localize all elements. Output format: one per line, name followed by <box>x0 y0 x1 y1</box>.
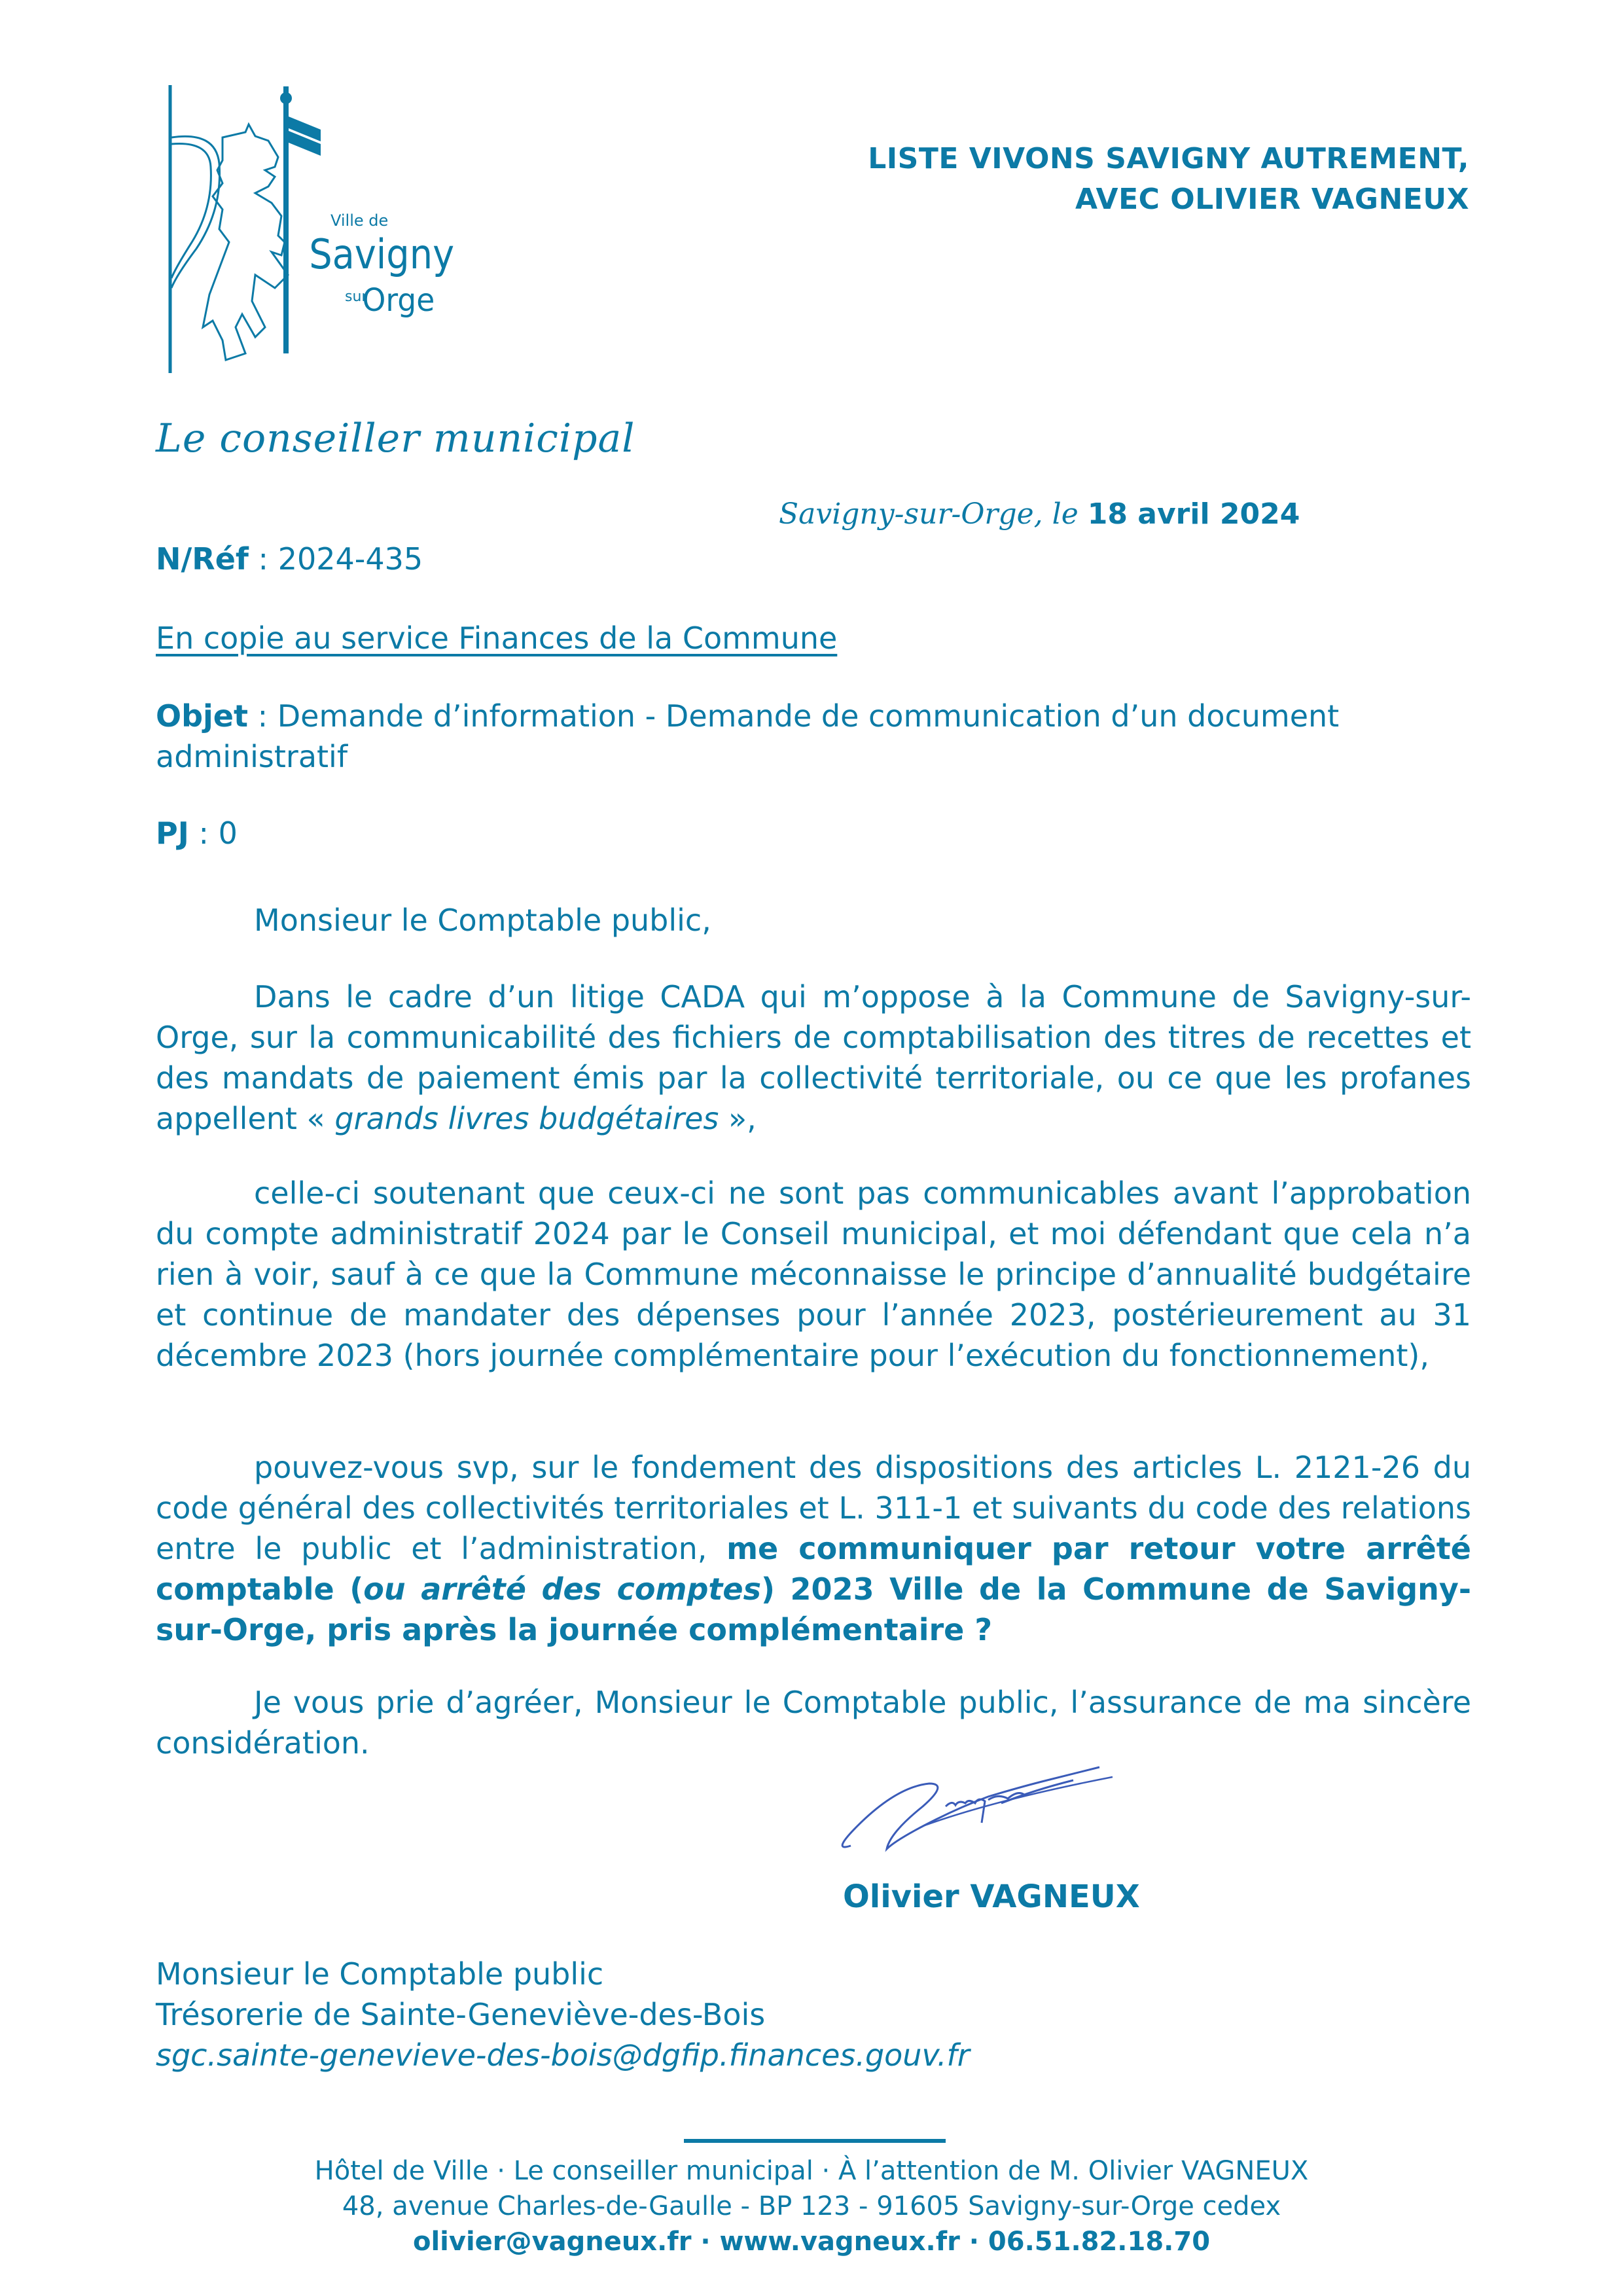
recipient-email[interactable]: sgc.sainte-genevieve-des-bois@dgfip.finances.gouv.fr <box>156 2037 970 2073</box>
footer-divider <box>684 2139 946 2143</box>
paragraph-3 <box>156 1447 1471 1650</box>
date-line <box>779 497 1300 531</box>
logo-orge: Orge <box>362 282 435 319</box>
footer-sep-2: · <box>959 2227 988 2257</box>
signature-icon <box>825 1754 1165 1865</box>
footer-phone: 06.51.82.18.70 <box>988 2227 1211 2257</box>
sender-role: Le conseiller municipal <box>156 416 635 461</box>
footer <box>0 2153 1623 2259</box>
paragraph-1-italic: grands livres budgétaires <box>334 1101 719 1136</box>
reference-sep: : <box>248 541 278 577</box>
logo-ville-de: Ville de <box>330 211 389 230</box>
list-header-line2: AVEC OLIVIER VAGNEUX <box>1075 183 1469 216</box>
signatory-name: Olivier VAGNEUX <box>843 1878 1140 1915</box>
reference-label: N/Réf <box>156 541 249 577</box>
reference-value: 2024-435 <box>277 541 423 577</box>
handwritten-signature <box>825 1754 1165 1865</box>
closing-paragraph: Je vous prie d’agréer, Monsieur le Comptable public, l’assurance de ma sincère considération. <box>156 1685 1471 1761</box>
attachments-sep: : <box>188 816 219 851</box>
city-logo <box>157 79 497 380</box>
reference <box>156 539 423 579</box>
logo-sur: sur <box>345 289 368 305</box>
attachments-value: 0 <box>218 816 238 851</box>
recipient-office: Trésorerie de Sainte-Geneviève-des-Bois <box>156 1997 766 2032</box>
list-header-line1: LISTE VIVONS SAVIGNY AUTREMENT, <box>868 142 1469 175</box>
salutation: Monsieur le Comptable public, <box>254 903 711 938</box>
paragraph-3-request-italic: ou arrêté des comptes <box>363 1571 761 1607</box>
recipient-block <box>156 1954 970 2075</box>
paragraph-1 <box>156 977 1471 1139</box>
paragraph-3-request: me communiquer par retour votre arrêté comptable ( <box>156 1531 1471 1607</box>
letter-date: 18 avril 2024 <box>1087 497 1300 531</box>
footer-contacts <box>0 2224 1623 2259</box>
paragraph-1-end: », <box>719 1101 757 1136</box>
list-header <box>868 139 1469 220</box>
lion-banner-icon <box>157 79 497 380</box>
attachments-label: PJ <box>156 816 189 851</box>
subject-sep: : <box>248 698 277 734</box>
footer-website-link[interactable]: www.vagneux.fr <box>719 2227 960 2257</box>
attachments <box>156 813 238 853</box>
paragraph-1-text: Dans le cadre d’un litige CADA qui m’oppose à la Commune de Savigny-sur-Orge, sur la communicabilité des fichiers de comptabilisation des titres de recettes et des mandats de paiement émis par la collectivité territoriale, ou ce que les profanes appellent « <box>156 979 1471 1136</box>
paragraph-3-text: pouvez-vous svp, sur le fondement des dispositions des articles L. 2121-26 du code général des collectivités territoriales et L. 311-1 et suivants du code des relations entre le public et l’administration, <box>156 1450 1471 1566</box>
logo-savigny: Savigny <box>309 230 455 278</box>
paragraph-3-request-end: ) 2023 Ville de la Commune de Savigny-sur-Orge, pris après la journée complémentaire ? <box>156 1571 1471 1647</box>
footer-sep-1: · <box>691 2227 720 2257</box>
footer-email-link[interactable]: olivier@vagneux.fr <box>412 2227 692 2257</box>
date-place: Savigny-sur-Orge, le <box>779 497 1079 531</box>
subject-label: Objet <box>156 698 248 734</box>
footer-line1: Hôtel de Ville · Le conseiller municipal · À l’attention de M. Olivier VAGNEUX <box>314 2156 1309 2186</box>
subject-value: Demande d’information - Demande de communication d’un document administratif <box>156 698 1340 774</box>
subject <box>156 696 1471 777</box>
paragraph-2: celle-ci soutenant que ceux-ci ne sont pas communicables avant l’approbation du compte administratif 2024 par le Conseil municipal, et moi défendant que cela n’a rien à voir, sauf à ce que la Commune méconnaisse le principe d’annualité budgétaire et continue de mandater des dépenses pour l’année 2023, postérieurement au 31 décembre 2023 (hors journée complémentaire pour l’exécution du fonctionnement), <box>156 1175 1471 1373</box>
copy-notice: En copie au service Finances de la Commune <box>156 620 838 656</box>
footer-address: 48, avenue Charles-de-Gaulle - BP 123 - 91605 Savigny-sur-Orge cedex <box>342 2191 1281 2221</box>
recipient-name: Monsieur le Comptable public <box>156 1956 604 1992</box>
